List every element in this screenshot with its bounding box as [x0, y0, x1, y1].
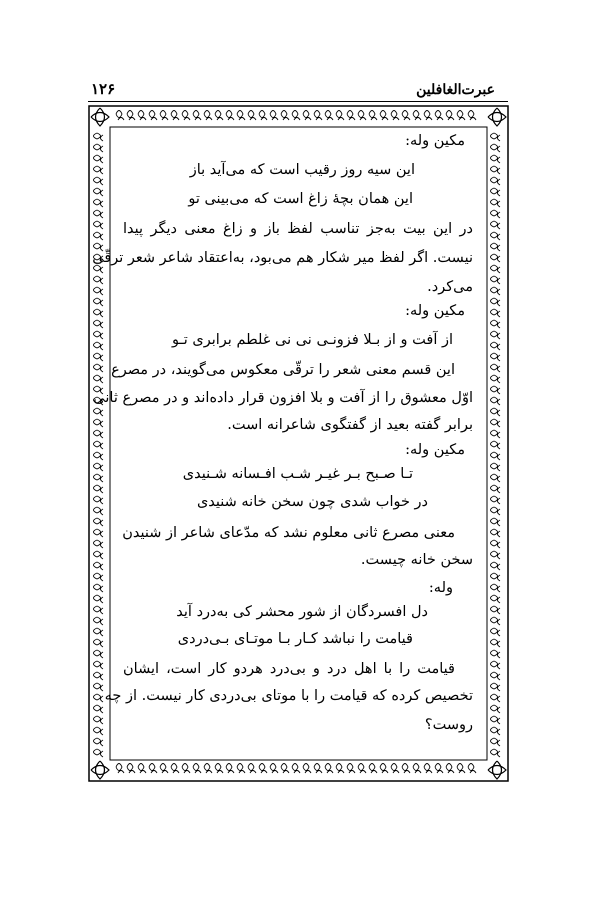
prose-line: تخصیص کرده که قیامت را با موتای بی‌دردی کار نیست. از چه — [104, 688, 473, 704]
running-header-title: عبرت‌الغافلین — [416, 82, 495, 98]
header-rule — [88, 101, 508, 102]
prose-line: نیست. اگر لفظ میر شکار هم می‌بود، به‌اعتقاد شاعر شعر ترقّی — [92, 250, 473, 266]
prose-line: معنی مصرع ثانی معلوم نشد که مدّعای شاعر از شنیدن — [122, 525, 455, 541]
verse-line: این سیه روز رقیب است که می‌آید باز — [189, 162, 415, 178]
page-number: ۱۲۶ — [91, 80, 116, 98]
verse-line: در خواب شدی چون سخن خانه شنیدی — [196, 494, 428, 510]
speaker-label: مکین وله: — [405, 133, 465, 149]
prose-line: اوّل معشوق را از آفت و بلا افزون قرار داده‌اند و در مصرع ثانی — [93, 390, 473, 406]
prose-line: می‌کرد. — [427, 279, 473, 295]
verse-line: قیامت را نباشد کـار بـا موتـای بـی‌دردی — [177, 631, 413, 647]
verse-line: از آفت و از بـلا فزونـی نی نی غلطم برابری تـو — [172, 332, 453, 348]
verse-line: تـا صـبح بـر غیـر شـب افـسانه شـنیدی — [182, 466, 413, 482]
verse-line: این همان بچهٔ زاغ است که می‌بینی تو — [188, 191, 413, 207]
speaker-label: مکین وله: — [405, 442, 465, 458]
speaker-label: مکین وله: — [405, 303, 465, 319]
prose-line: قیامت را با اهل درد و بی‌درد هردو کار است، ایشان — [123, 661, 455, 677]
prose-line: در این بیت به‌جز تناسب لفظ باز و زاغ معنی دیگر پیدا — [123, 221, 473, 237]
prose-line: سخن خانه چیست. — [360, 552, 473, 568]
prose-line: برابر گفته بعید از گفتگوی شاعرانه است. — [227, 417, 473, 433]
speaker-label: وله: — [428, 580, 453, 596]
prose-line: این قسم معنی شعر را ترقّی معکوس می‌گویند، در مصرع — [111, 362, 455, 378]
prose-line: روست؟ — [424, 717, 473, 733]
verse-line: دل افسردگان از شور محشر کی به‌درد آید — [176, 604, 428, 620]
